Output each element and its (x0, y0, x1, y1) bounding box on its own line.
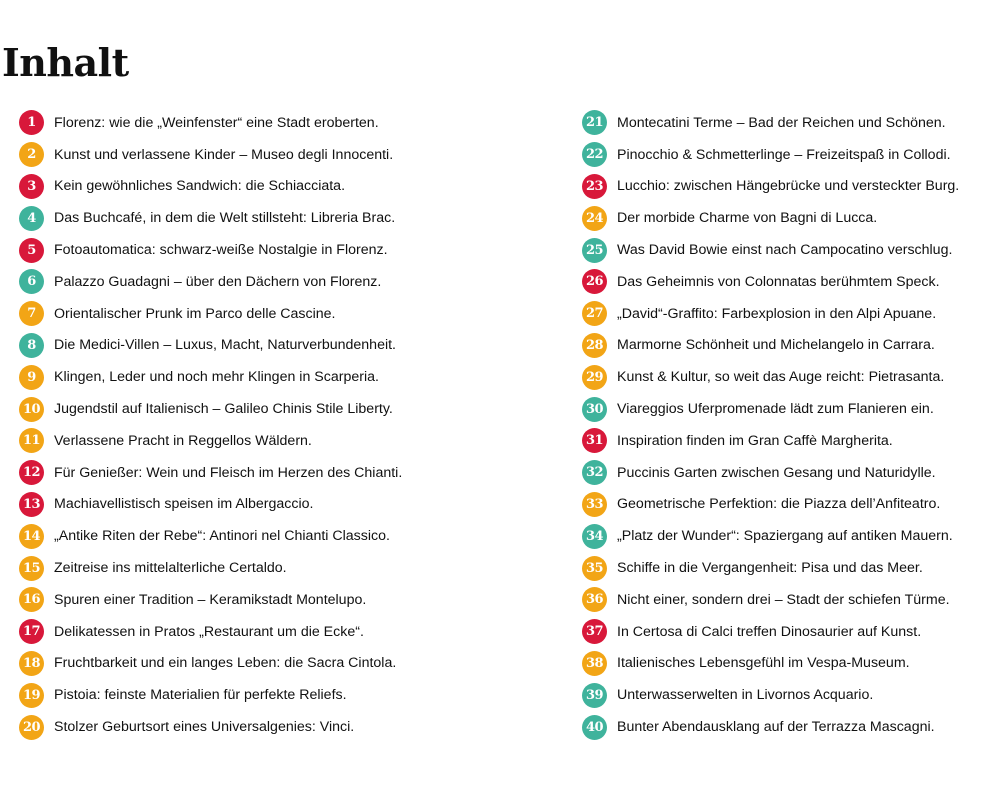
chapter-number-badge: 24 (582, 206, 607, 231)
toc-entry[interactable] (582, 107, 1000, 139)
chapter-number-badge: 3 (19, 174, 44, 199)
chapter-number-badge: 39 (582, 683, 607, 708)
toc-entry[interactable] (582, 648, 1000, 680)
chapter-number-badge: 19 (19, 683, 44, 708)
toc-column-right (582, 107, 1000, 743)
chapter-number-badge: 17 (19, 619, 44, 644)
toc-entry[interactable] (582, 711, 1000, 743)
toc-entry[interactable] (582, 679, 1000, 711)
toc-entry[interactable] (19, 361, 569, 393)
chapter-title: Unterwasserwelten in Livornos Acquario. (617, 687, 874, 704)
chapter-title: „David“-Graffito: Farbexplosion in den Alpi Apuane. (617, 305, 937, 322)
chapter-title: Machiavellistisch speisen im Albergaccio. (54, 496, 314, 513)
chapter-title: Florenz: wie die „Weinfenster“ eine Stadt eroberten. (54, 114, 379, 131)
toc-entry[interactable] (19, 425, 569, 457)
chapter-number-badge: 26 (582, 269, 607, 294)
toc-entry[interactable] (19, 520, 569, 552)
chapter-title: Die Medici-Villen – Luxus, Macht, Naturverbundenheit. (54, 337, 396, 354)
toc-entry[interactable] (19, 552, 569, 584)
chapter-title: Palazzo Guadagni – über den Dächern von Florenz. (54, 273, 382, 290)
chapter-title: Viareggios Uferpromenade lädt zum Flanieren ein. (617, 401, 934, 418)
chapter-title: Bunter Abendausklang auf der Terrazza Mascagni. (617, 719, 935, 736)
chapter-title: Stolzer Geburtsort eines Universalgenies: Vinci. (54, 719, 355, 736)
toc-entry[interactable] (19, 202, 569, 234)
chapter-title: Marmorne Schönheit und Michelangelo in Carrara. (617, 337, 935, 354)
chapter-title: Schiffe in die Vergangenheit: Pisa und das Meer. (617, 560, 923, 577)
chapter-title: Pinocchio & Schmetterlinge – Freizeitspaß in Collodi. (617, 146, 951, 163)
toc-entry[interactable] (19, 139, 569, 171)
chapter-number-badge: 5 (19, 238, 44, 263)
chapter-title: Verlassene Pracht in Reggellos Wäldern. (54, 432, 312, 449)
chapter-title: Das Geheimnis von Colonnatas berühmtem Speck. (617, 273, 940, 290)
chapter-title: Geometrische Perfektion: die Piazza dell’Anfiteatro. (617, 496, 941, 513)
chapter-number-badge: 4 (19, 206, 44, 231)
chapter-number-badge: 21 (582, 110, 607, 135)
toc-entry[interactable] (582, 616, 1000, 648)
chapter-number-badge: 12 (19, 460, 44, 485)
chapter-title: Klingen, Leder und noch mehr Klingen in Scarperia. (54, 369, 379, 386)
chapter-number-badge: 37 (582, 619, 607, 644)
chapter-title: In Certosa di Calci treffen Dinosaurier auf Kunst. (617, 623, 922, 640)
chapter-number-badge: 7 (19, 301, 44, 326)
chapter-number-badge: 15 (19, 556, 44, 581)
toc-entry[interactable] (19, 266, 569, 298)
chapter-title: Jugendstil auf Italienisch – Galileo Chinis Stile Liberty. (54, 401, 393, 418)
chapter-number-badge: 9 (19, 365, 44, 390)
toc-entry[interactable] (19, 616, 569, 648)
chapter-number-badge: 27 (582, 301, 607, 326)
chapter-title: Das Buchcafé, in dem die Welt stillsteht: Libreria Brac. (54, 210, 396, 227)
chapter-number-badge: 6 (19, 269, 44, 294)
toc-entry[interactable] (19, 171, 569, 203)
chapter-title: „Antike Riten der Rebe“: Antinori nel Chianti Classico. (54, 528, 390, 545)
chapter-number-badge: 14 (19, 524, 44, 549)
chapter-title: Lucchio: zwischen Hängebrücke und versteckter Burg. (617, 178, 960, 195)
toc-entry[interactable] (582, 171, 1000, 203)
chapter-title: „Platz der Wunder“: Spaziergang auf antiken Mauern. (617, 528, 953, 545)
toc-entry[interactable] (582, 202, 1000, 234)
chapter-number-badge: 28 (582, 333, 607, 358)
toc-entry[interactable] (582, 266, 1000, 298)
chapter-title: Orientalischer Prunk im Parco delle Cascine. (54, 305, 336, 322)
toc-entry[interactable] (582, 139, 1000, 171)
toc-entry[interactable] (582, 234, 1000, 266)
chapter-number-badge: 25 (582, 238, 607, 263)
toc-entry[interactable] (582, 361, 1000, 393)
chapter-title: Fruchtbarkeit und ein langes Leben: die Sacra Cintola. (54, 655, 397, 672)
chapter-number-badge: 22 (582, 142, 607, 167)
toc-entry[interactable] (19, 648, 569, 680)
toc-entry[interactable] (19, 298, 569, 330)
toc-entry[interactable] (19, 330, 569, 362)
page-title: Inhalt (2, 40, 129, 85)
chapter-number-badge: 32 (582, 460, 607, 485)
chapter-title: Der morbide Charme von Bagni di Lucca. (617, 210, 878, 227)
chapter-number-badge: 23 (582, 174, 607, 199)
toc-entry[interactable] (19, 489, 569, 521)
toc-entry[interactable] (582, 330, 1000, 362)
toc-entry[interactable] (582, 425, 1000, 457)
toc-entry[interactable] (582, 298, 1000, 330)
toc-entry[interactable] (582, 457, 1000, 489)
chapter-number-badge: 10 (19, 397, 44, 422)
chapter-number-badge: 8 (19, 333, 44, 358)
chapter-title: Kein gewöhnliches Sandwich: die Schiacciata. (54, 178, 346, 195)
toc-entry[interactable] (19, 393, 569, 425)
chapter-title: Delikatessen in Pratos „Restaurant um die Ecke“. (54, 623, 364, 640)
chapter-number-badge: 2 (19, 142, 44, 167)
toc-column-left (19, 107, 569, 743)
chapter-number-badge: 38 (582, 651, 607, 676)
chapter-number-badge: 16 (19, 587, 44, 612)
toc-entry[interactable] (582, 520, 1000, 552)
toc-entry[interactable] (582, 552, 1000, 584)
chapter-title: Italienisches Lebensgefühl im Vespa-Museum. (617, 655, 910, 672)
toc-entry[interactable] (19, 711, 569, 743)
chapter-title: Zeitreise ins mittelalterliche Certaldo. (54, 560, 287, 577)
chapter-title: Kunst & Kultur, so weit das Auge reicht: Pietrasanta. (617, 369, 945, 386)
toc-entry[interactable] (19, 457, 569, 489)
toc-entry[interactable] (582, 489, 1000, 521)
chapter-title: Puccinis Garten zwischen Gesang und Naturidylle. (617, 464, 936, 481)
chapter-title: Kunst und verlassene Kinder – Museo degli Innocenti. (54, 146, 394, 163)
chapter-number-badge: 40 (582, 715, 607, 740)
chapter-number-badge: 35 (582, 556, 607, 581)
chapter-title: Fotoautomatica: schwarz-weiße Nostalgie in Florenz. (54, 242, 388, 259)
chapter-number-badge: 18 (19, 651, 44, 676)
chapter-title: Montecatini Terme – Bad der Reichen und Schönen. (617, 114, 946, 131)
chapter-number-badge: 33 (582, 492, 607, 517)
chapter-number-badge: 31 (582, 428, 607, 453)
chapter-number-badge: 11 (19, 428, 44, 453)
chapter-number-badge: 13 (19, 492, 44, 517)
chapter-title: Für Genießer: Wein und Fleisch im Herzen des Chianti. (54, 464, 403, 481)
chapter-number-badge: 29 (582, 365, 607, 390)
toc-entry[interactable] (19, 584, 569, 616)
chapter-number-badge: 20 (19, 715, 44, 740)
chapter-title: Pistoia: feinste Materialien für perfekte Reliefs. (54, 687, 347, 704)
toc-entry[interactable] (19, 107, 569, 139)
chapter-number-badge: 34 (582, 524, 607, 549)
chapter-number-badge: 36 (582, 587, 607, 612)
chapter-number-badge: 30 (582, 397, 607, 422)
toc-entry[interactable] (582, 393, 1000, 425)
toc-entry[interactable] (19, 679, 569, 711)
chapter-number-badge: 1 (19, 110, 44, 135)
toc-entry[interactable] (19, 234, 569, 266)
chapter-title: Was David Bowie einst nach Campocatino verschlug. (617, 242, 953, 259)
toc-entry[interactable] (582, 584, 1000, 616)
chapter-title: Nicht einer, sondern drei – Stadt der schiefen Türme. (617, 591, 950, 608)
chapter-title: Inspiration finden im Gran Caffè Margherita. (617, 432, 893, 449)
chapter-title: Spuren einer Tradition – Keramikstadt Montelupo. (54, 591, 367, 608)
